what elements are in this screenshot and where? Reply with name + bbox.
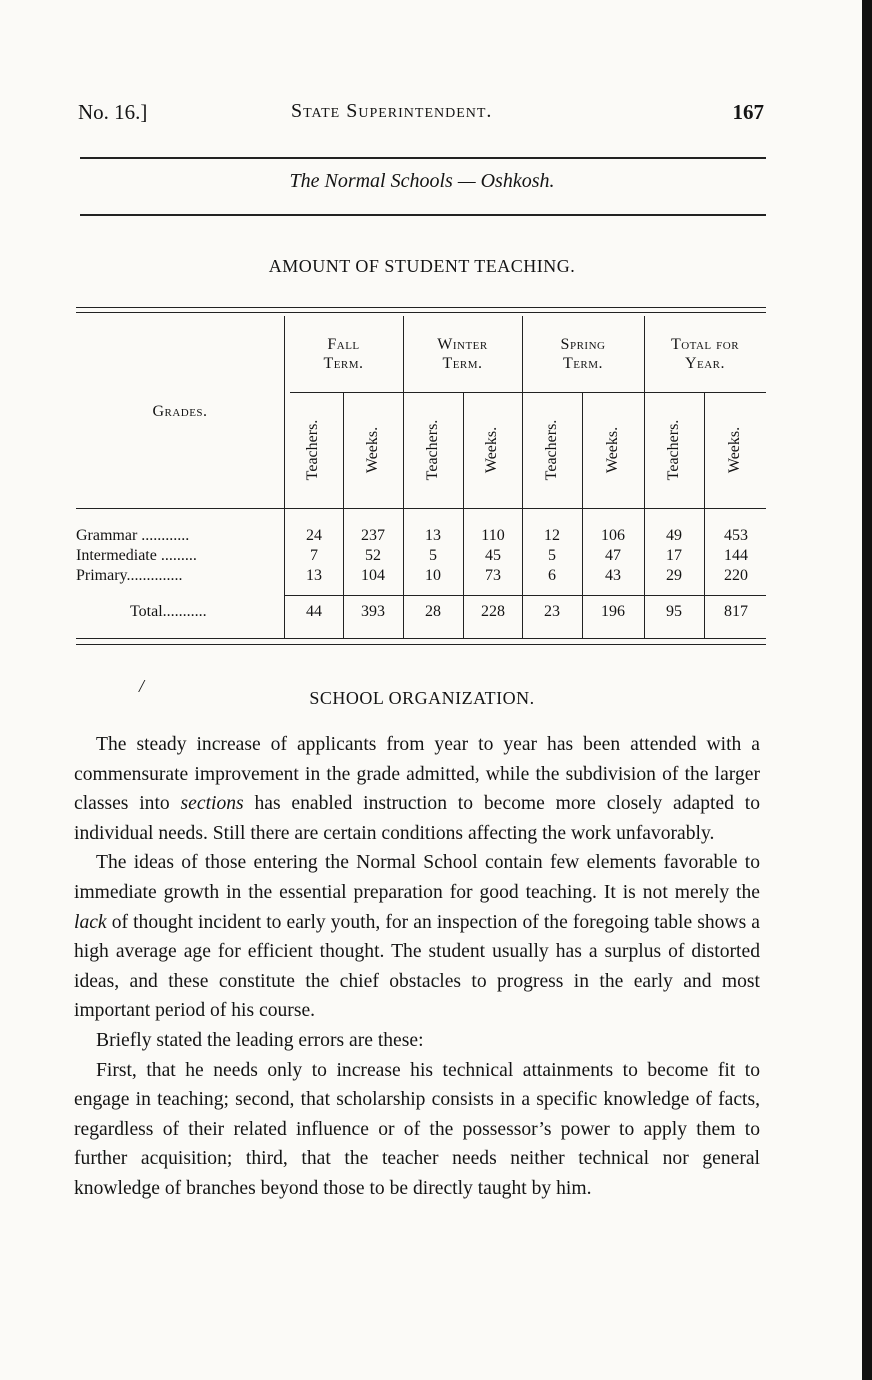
group-header-line: Spring xyxy=(560,336,606,353)
paragraph: Briefly stated the leading errors are these: xyxy=(96,1029,424,1051)
table-cell: 104 xyxy=(361,567,385,584)
table-cell: 5 xyxy=(429,547,437,564)
table-cell: 10 xyxy=(425,567,441,584)
table-cell: 13 xyxy=(425,527,441,544)
table-cell: 24 xyxy=(306,527,322,544)
table-subdivider xyxy=(463,392,464,638)
text-run: of thought incident to early youth, for an inspection of the foregoing table shows a high average age for efficient thought. The student usually has a surplus of distorted ideas, and these constitute the chief obstacles to progress in the early and most important period of his course. xyxy=(74,911,760,1022)
header-rule-bottom xyxy=(80,214,766,216)
teachers-subheader: Teachers. xyxy=(665,419,682,481)
table-subdivider xyxy=(582,392,583,638)
section-heading: SCHOOL ORGANIZATION. xyxy=(309,688,535,708)
table-title: AMOUNT OF STUDENT TEACHING. xyxy=(268,256,576,276)
running-head xyxy=(78,100,766,130)
table-cell: 237 xyxy=(361,527,385,544)
table-cell: 45 xyxy=(485,547,501,564)
document-number: No. 16.] xyxy=(78,100,148,124)
header-bottom-rule xyxy=(76,508,766,509)
table-cell: 5 xyxy=(548,547,556,564)
group-header-line: Winter xyxy=(437,336,488,353)
group-header-line: Term. xyxy=(562,355,604,372)
table-cell: 7 xyxy=(310,547,318,564)
table-cell: 17 xyxy=(666,547,682,564)
table-cell: 43 xyxy=(605,567,621,584)
grades-header: Grades. xyxy=(152,403,208,420)
body-text xyxy=(74,730,760,1204)
total-rule xyxy=(284,595,766,596)
weeks-subheader: Weeks. xyxy=(604,426,621,474)
text-run: The ideas of those entering the Normal School contain few elements favorable to immediate growth in the essential preparation for good teaching. It is not merely the xyxy=(74,852,760,903)
group-header-line: Term. xyxy=(442,355,483,372)
table-top-rule-inner xyxy=(76,312,766,313)
emphasis: lack xyxy=(74,911,107,933)
paragraph: First, that he needs only to increase his technical attainments to become fit to engage in teaching; second, that scholarship consists in a specific knowledge of facts, regardless of their related influence or of the possessor’s power to apply them to further acquisition; third, that the teacher needs neither technical nor general knowledge of branches beyond those to be directly taught by him. xyxy=(74,1059,760,1199)
winter-term-header xyxy=(403,335,522,373)
teachers-subheader: Teachers. xyxy=(304,419,321,481)
table-cell: 13 xyxy=(306,567,322,584)
table-cell: 106 xyxy=(601,527,625,544)
table-cell: 6 xyxy=(548,567,556,584)
total-cell: 23 xyxy=(544,603,560,620)
page-edge-shadow xyxy=(862,0,872,1380)
group-header-line: Term. xyxy=(323,355,364,372)
teachers-subheader: Teachers. xyxy=(424,419,441,481)
table-cell: 49 xyxy=(666,527,682,544)
table-cell: 73 xyxy=(485,567,501,584)
group-header-rule xyxy=(290,392,766,393)
table-cell: 52 xyxy=(365,547,381,564)
table-bottom-rule xyxy=(76,638,766,639)
total-cell: 196 xyxy=(601,603,625,620)
table-cell: 220 xyxy=(724,567,748,584)
table-bottom-rule-inner xyxy=(76,644,766,645)
section-title: The Normal Schools — Oshkosh. xyxy=(289,170,555,192)
total-cell: 228 xyxy=(481,603,505,620)
table-cell: 453 xyxy=(724,527,748,544)
table-cell: 29 xyxy=(666,567,682,584)
group-header-line: Fall xyxy=(327,336,360,353)
fall-term-header xyxy=(284,335,403,373)
spring-term-header xyxy=(522,335,644,373)
total-cell: 95 xyxy=(666,603,682,620)
weeks-subheader: Weeks. xyxy=(726,426,743,474)
row-label-primary: Primary.............. xyxy=(76,567,183,584)
running-title: State Superintendent. xyxy=(291,100,493,122)
weeks-subheader: Weeks. xyxy=(364,426,381,474)
total-cell: 28 xyxy=(425,603,441,620)
table-cell: 47 xyxy=(605,547,621,564)
table-subdivider xyxy=(704,392,705,638)
row-label-grammar: Grammar ............ xyxy=(76,527,190,544)
emphasis: sections xyxy=(180,793,244,815)
table-top-rule xyxy=(76,307,766,308)
paragraph xyxy=(74,848,760,1026)
total-cell: 44 xyxy=(306,603,322,620)
total-cell: 817 xyxy=(724,603,748,620)
teachers-subheader: Teachers. xyxy=(543,419,560,481)
group-header-line: Total for xyxy=(670,336,740,353)
table-cell: 110 xyxy=(481,527,505,544)
text-run: The steady increase of applicants from year to year has been attended with a commensurate improvement in the grade admitted, while the subdivision of the larger classes into xyxy=(74,734,760,815)
table-subdivider xyxy=(343,392,344,638)
weeks-subheader: Weeks. xyxy=(483,426,500,474)
margin-mark: / xyxy=(139,676,145,696)
page-number: 167 xyxy=(732,100,764,124)
total-cell: 393 xyxy=(361,603,385,620)
table-cell: 12 xyxy=(544,527,560,544)
row-label-intermediate: Intermediate ......... xyxy=(76,547,197,564)
total-year-header xyxy=(644,335,766,373)
paragraph xyxy=(74,730,760,848)
header-rule-top xyxy=(80,157,766,159)
text-run: has enabled instruction to become more closely adapted to individual needs. Still there are certain conditions affecting the work unfavorably. xyxy=(74,793,761,844)
group-header-line: Year. xyxy=(684,355,726,372)
table-cell: 144 xyxy=(724,547,748,564)
row-label-total: Total........... xyxy=(130,603,207,620)
